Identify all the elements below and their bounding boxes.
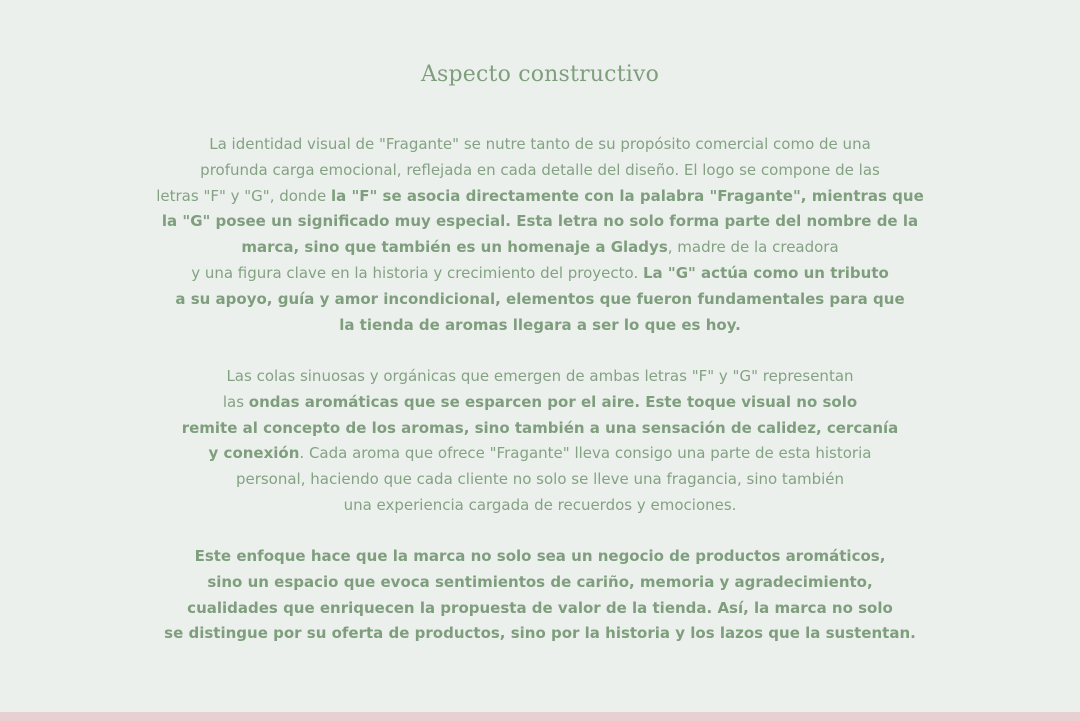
text-line <box>140 441 940 467</box>
bold-text-run: La "G" actúa como un tributo <box>642 263 889 282</box>
section-title: Aspecto constructivo <box>420 62 660 87</box>
bold-text-line: la "G" posee un significado muy especial. Esta letra no solo forma parte del nombre de la <box>161 212 919 231</box>
bold-text-run: ondas aromáticas que se esparcen por el aire. Este toque visual no solo <box>248 392 858 411</box>
paragraph-brand-value <box>140 544 940 647</box>
bold-text-line: la tienda de aromas llegara a ser lo que es hoy. <box>339 315 741 334</box>
text-line: una experiencia cargada de recuerdos y emociones. <box>343 495 737 514</box>
text-line <box>140 184 940 210</box>
footer-accent-bar <box>0 712 1080 721</box>
bold-text-line: remite al concepto de los aromas, sino también a una sensación de calidez, cercanía <box>181 418 899 437</box>
text-line <box>140 235 940 261</box>
text-run: , madre de la creadora <box>667 238 839 257</box>
bold-text-run: y conexión <box>208 444 300 463</box>
text-run: letras "F" y "G", donde <box>156 186 331 205</box>
text-line: Las colas sinuosas y orgánicas que emergen de ambas letras "F" y "G" representan <box>226 367 854 385</box>
text-line <box>140 261 940 287</box>
bold-text-run: marca, sino que también es un homenaje a Gladys <box>241 238 668 257</box>
text-line: personal, haciendo que cada cliente no solo se lleve una fragancia, sino también <box>235 470 845 489</box>
bold-text-line: cualidades que enriquecen la propuesta de valor de la tienda. Así, la marca no solo <box>187 598 893 617</box>
text-run: y una figura clave en la historia y crecimiento del proyecto. <box>191 263 643 282</box>
bold-text-line: se distingue por su oferta de productos, sino por la historia y los lazos que la sustentan. <box>164 624 916 643</box>
paragraph-identity <box>140 132 940 338</box>
text-line: La identidad visual de "Fragante" se nutre tanto de su propósito comercial como de una <box>209 135 871 153</box>
text-run: . Cada aroma que ofrece "Fragante" lleva consigo una parte de esta historia <box>299 444 872 463</box>
text-line: profunda carga emocional, reflejada en cada detalle del diseño. El logo se compone de las <box>200 160 880 179</box>
bold-text-run: la "F" se asocia directamente con la palabra "Fragante", mientras que <box>330 186 924 205</box>
bold-text-line: a su apoyo, guía y amor incondicional, elementos que fueron fundamentales para que <box>175 289 905 308</box>
bold-text-line: sino un espacio que evoca sentimientos de cariño, memoria y agradecimiento, <box>207 572 873 591</box>
paragraph-aromatic-waves <box>140 364 940 519</box>
bold-text-line: Este enfoque hace que la marca no solo sea un negocio de productos aromáticos, <box>194 547 886 565</box>
text-run: las <box>222 392 249 411</box>
text-line <box>140 390 940 416</box>
